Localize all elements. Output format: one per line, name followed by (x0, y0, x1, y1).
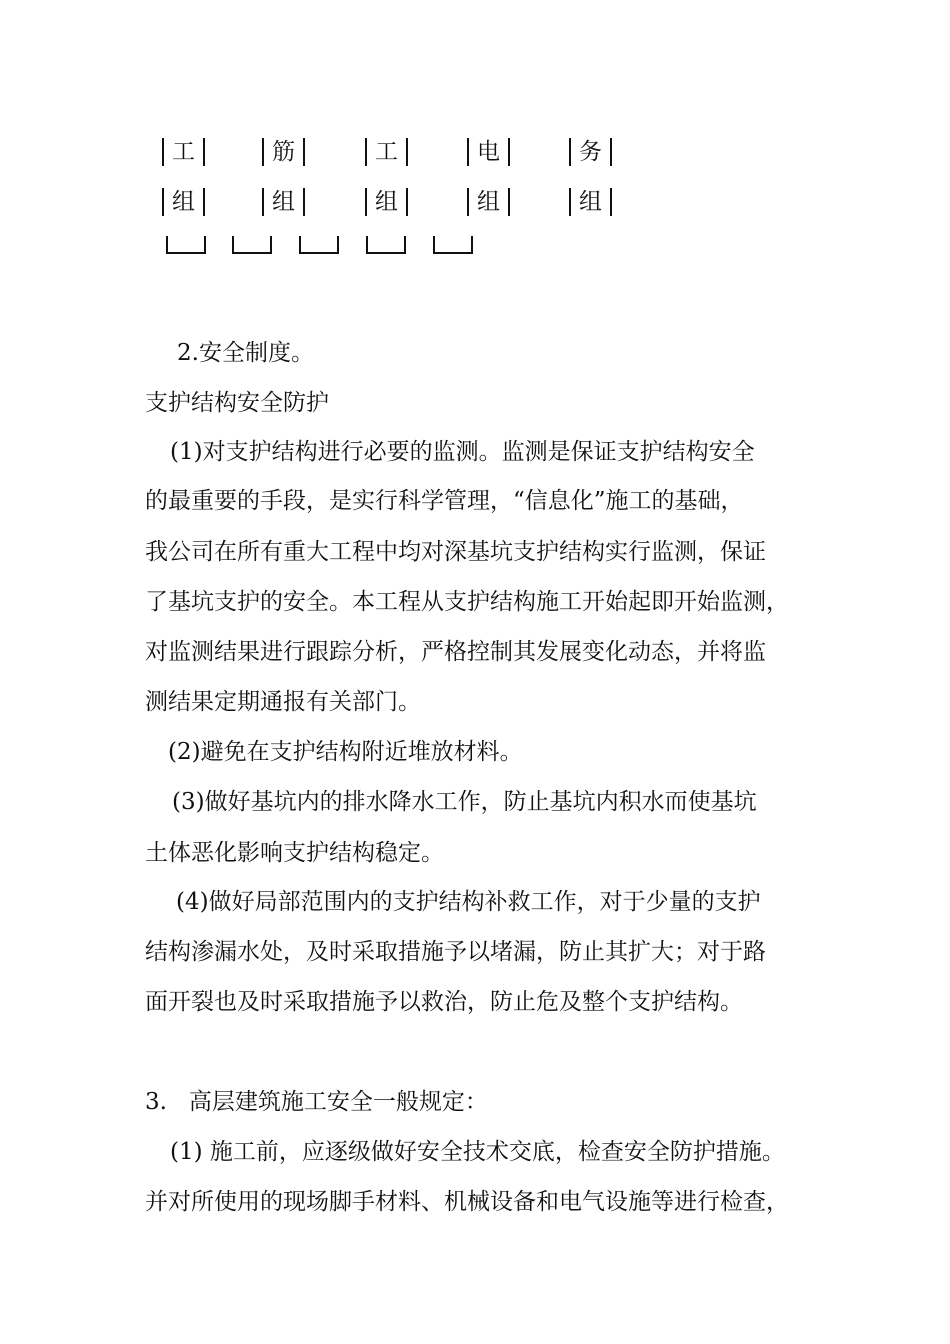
org-box-label: 工 (375, 139, 398, 165)
paragraph-line: 土体恶化影响支护结构稳定。 (145, 840, 444, 866)
org-box-label: 务 (579, 139, 602, 165)
org-box-label: 筋 (272, 139, 295, 165)
org-chart-row-1 (0, 136, 950, 176)
org-box-4-top (467, 136, 510, 167)
section-heading: 3. 高层建筑施工安全一般规定： (145, 1089, 488, 1115)
paragraph-line: (1) 施工前，应逐级做好安全技术交底，检查安全防护措施。 (170, 1139, 785, 1165)
org-box-bottom-edge (232, 236, 272, 254)
paragraph-line: 结构渗漏水处，及时采取措施予以堵漏，防止其扩大；对于路 (145, 939, 766, 965)
org-box-bottom-edge (299, 236, 339, 254)
org-box-4-bottom (467, 186, 510, 217)
org-box-label: 组 (375, 189, 398, 215)
paragraph-line: 我公司在所有重大工程中均对深基坑支护结构实行监测，保证 (145, 539, 766, 565)
org-box-bottom-edge (166, 236, 206, 254)
org-chart-row-2 (0, 186, 950, 226)
paragraph-line: 对监测结果进行跟踪分析，严格控制其发展变化动态，并将监 (145, 639, 766, 665)
paragraph-line: (1)对支护结构进行必要的监测。监测是保证支护结构安全 (170, 439, 755, 465)
org-box-2-top (262, 136, 305, 167)
org-box-2-bottom (262, 186, 305, 217)
subsection-heading: 支护结构安全防护 (145, 390, 329, 416)
org-box-bottom-edge (433, 236, 473, 254)
paragraph-line: (2)避免在支护结构附近堆放材料。 (168, 739, 523, 765)
paragraph-line: 测结果定期通报有关部门。 (145, 689, 421, 715)
org-box-5-top (569, 136, 612, 167)
org-box-label: 电 (477, 139, 500, 165)
org-box-1-bottom (162, 186, 205, 217)
org-box-1-top (162, 136, 205, 167)
org-box-label: 组 (579, 189, 602, 215)
paragraph-line: 的最重要的手段，是实行科学管理，“信息化”施工的基础， (145, 488, 744, 514)
paragraph-line: 并对所使用的现场脚手材料、机械设备和电气设施等进行检查， (145, 1189, 789, 1215)
org-box-5-bottom (569, 186, 612, 217)
paragraph-line: (3)做好基坑内的排水降水工作，防止基坑内积水而使基坑 (172, 789, 757, 815)
paragraph-line: 面开裂也及时采取措施予以救治，防止危及整个支护结构。 (145, 989, 743, 1015)
paragraph-line: (4)做好局部范围内的支护结构补救工作，对于少量的支护 (176, 889, 761, 915)
org-box-label: 组 (477, 189, 500, 215)
paragraph-line: 了基坑支护的安全。本工程从支护结构施工开始起即开始监测， (145, 589, 789, 615)
org-box-3-top (365, 136, 408, 167)
org-box-label: 组 (172, 189, 195, 215)
section-heading: 2.安全制度。 (177, 340, 314, 366)
org-box-label: 工 (172, 139, 195, 165)
org-box-label: 组 (272, 189, 295, 215)
org-box-3-bottom (365, 186, 408, 217)
org-box-bottom-edge (366, 236, 406, 254)
